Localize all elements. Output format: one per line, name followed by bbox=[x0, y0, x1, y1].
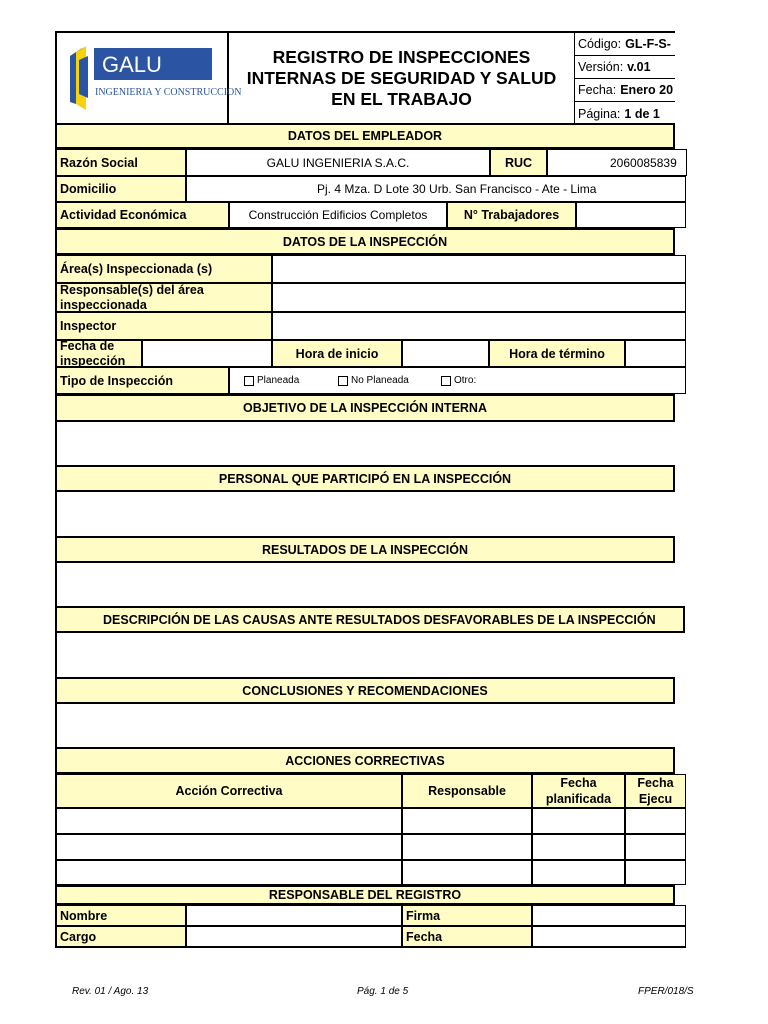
section-personal: PERSONAL QUE PARTICIPÓ EN LA INSPECCIÓN bbox=[55, 465, 675, 492]
meta-version bbox=[575, 56, 675, 79]
inspector-field[interactable] bbox=[272, 312, 686, 340]
ruc-value[interactable]: 2060085839 bbox=[547, 149, 687, 176]
section-objetivo: OBJETIVO DE LA INSPECCIÓN INTERNA bbox=[55, 394, 675, 422]
checkbox-otro[interactable] bbox=[441, 376, 451, 386]
razon-social-value[interactable]: GALU INGENIERIA S.A.C. bbox=[186, 149, 490, 176]
logo-cell bbox=[55, 31, 242, 125]
option-planeada-label: Planeada bbox=[257, 375, 300, 386]
tipo-options bbox=[229, 367, 686, 394]
fecha-label: Fecha: bbox=[578, 83, 617, 97]
acciones-row-1-fecha-plan[interactable] bbox=[532, 808, 625, 834]
pagina-value: 1 de 1 bbox=[624, 106, 660, 121]
codigo-value: GL-F-S- bbox=[625, 37, 671, 51]
version-value: v.01 bbox=[627, 60, 651, 74]
col-accion-header: Acción Correctiva bbox=[55, 774, 402, 808]
meta-panel bbox=[575, 31, 675, 125]
domicilio-label: Domicilio bbox=[55, 176, 186, 202]
option-no-planeada-label: No Planeada bbox=[351, 375, 409, 386]
objetivo-field[interactable] bbox=[55, 422, 675, 465]
acciones-row-2-accion[interactable] bbox=[55, 834, 402, 860]
hora-termino-field[interactable] bbox=[625, 340, 686, 367]
ruc-label: RUC bbox=[490, 149, 547, 176]
personal-field[interactable] bbox=[55, 492, 675, 536]
nombre-label: Nombre bbox=[55, 905, 186, 926]
meta-fecha bbox=[575, 79, 675, 102]
logo-subtext: INGENIERIA Y CONSTRUCCION bbox=[95, 87, 242, 98]
actividad-value[interactable]: Construcción Edificios Completos bbox=[229, 202, 447, 228]
footer-page: Pág. 1 de 5 bbox=[357, 986, 409, 997]
document-title: REGISTRO DE INSPECCIONES INTERNAS DE SEGURIDAD Y SALUD EN EL TRABAJO bbox=[229, 31, 575, 125]
acciones-row-1-responsable[interactable] bbox=[402, 808, 532, 834]
fecha-registro-label: Fecha bbox=[402, 926, 532, 948]
acciones-row-1-fecha-ejec[interactable] bbox=[625, 808, 686, 834]
acciones-row-2-fecha-ejec[interactable] bbox=[625, 834, 686, 860]
section-empleador: DATOS DEL EMPLEADOR bbox=[55, 125, 675, 149]
section-causas: DESCRIPCIÓN DE LAS CAUSAS ANTE RESULTADOS DESFAVORABLES DE LA INSPECCIÓN bbox=[55, 606, 685, 633]
option-otro[interactable] bbox=[441, 368, 476, 393]
section-conclusiones: CONCLUSIONES Y RECOMENDACIONES bbox=[55, 677, 675, 704]
fecha-value: Enero 20 bbox=[620, 83, 674, 97]
footer-code: FPER/018/S bbox=[638, 986, 694, 997]
col-fecha-ejec-header: Fecha Ejecu bbox=[625, 774, 686, 808]
acciones-row-3-fecha-ejec[interactable] bbox=[625, 860, 686, 885]
hora-inicio-field[interactable] bbox=[402, 340, 489, 367]
section-resultados: RESULTADOS DE LA INSPECCIÓN bbox=[55, 536, 675, 563]
acciones-row-2-responsable[interactable] bbox=[402, 834, 532, 860]
form-sheet bbox=[55, 31, 675, 948]
firma-label: Firma bbox=[402, 905, 532, 926]
causas-field[interactable] bbox=[55, 633, 675, 677]
fecha-inspeccion-field[interactable] bbox=[142, 340, 272, 367]
option-planeada[interactable] bbox=[244, 368, 299, 393]
meta-codigo bbox=[575, 33, 675, 56]
firma-field[interactable] bbox=[532, 905, 686, 926]
fecha-inspeccion-label: Fecha de inspección bbox=[55, 340, 142, 367]
areas-label: Área(s) Inspeccionada (s) bbox=[55, 255, 272, 283]
razon-social-label: Razón Social bbox=[55, 149, 186, 176]
acciones-row-3-accion[interactable] bbox=[55, 860, 402, 885]
responsables-field[interactable] bbox=[272, 283, 686, 312]
acciones-row-2-fecha-plan[interactable] bbox=[532, 834, 625, 860]
areas-field[interactable] bbox=[272, 255, 686, 283]
cargo-field[interactable] bbox=[186, 926, 402, 948]
logo-text: GALU bbox=[102, 52, 162, 77]
tipo-label: Tipo de Inspección bbox=[55, 367, 229, 394]
option-otro-label: Otro: bbox=[454, 375, 477, 386]
pagina-label: Página: bbox=[578, 106, 621, 121]
responsables-label: Responsable(s) del área inspeccionada bbox=[55, 283, 272, 312]
checkbox-no-planeada[interactable] bbox=[338, 376, 348, 386]
trabajadores-value[interactable] bbox=[576, 202, 686, 228]
acciones-row-1-accion[interactable] bbox=[55, 808, 402, 834]
fecha-registro-field[interactable] bbox=[532, 926, 686, 948]
meta-pagina bbox=[575, 102, 675, 125]
trabajadores-label: N° Trabajadores bbox=[447, 202, 576, 228]
actividad-label: Actividad Económica bbox=[55, 202, 229, 228]
checkbox-planeada[interactable] bbox=[244, 376, 254, 386]
codigo-label: Código: bbox=[578, 37, 622, 51]
inspector-label: Inspector bbox=[55, 312, 272, 340]
logo-mark bbox=[64, 42, 242, 114]
hora-inicio-label: Hora de inicio bbox=[272, 340, 402, 367]
hora-termino-label: Hora de término bbox=[489, 340, 625, 367]
conclusiones-field[interactable] bbox=[55, 704, 675, 747]
section-acciones: ACCIONES CORRECTIVAS bbox=[55, 747, 675, 774]
version-label: Versión: bbox=[578, 60, 624, 74]
nombre-field[interactable] bbox=[186, 905, 402, 926]
domicilio-value[interactable]: Pj. 4 Mza. D Lote 30 Urb. San Francisco - Ate - Lima bbox=[186, 176, 686, 202]
company-logo bbox=[64, 42, 242, 114]
resultados-field[interactable] bbox=[55, 563, 675, 606]
acciones-row-3-fecha-plan[interactable] bbox=[532, 860, 625, 885]
section-registro: RESPONSABLE DEL REGISTRO bbox=[55, 885, 675, 905]
section-inspeccion: DATOS DE LA INSPECCIÓN bbox=[55, 228, 675, 255]
cargo-label: Cargo bbox=[55, 926, 186, 948]
acciones-row-3-responsable[interactable] bbox=[402, 860, 532, 885]
col-fecha-plan-header: Fecha planificada bbox=[532, 774, 625, 808]
col-responsable-header: Responsable bbox=[402, 774, 532, 808]
footer-revision: Rev. 01 / Ago. 13 bbox=[72, 986, 149, 997]
option-no-planeada[interactable] bbox=[338, 368, 409, 393]
